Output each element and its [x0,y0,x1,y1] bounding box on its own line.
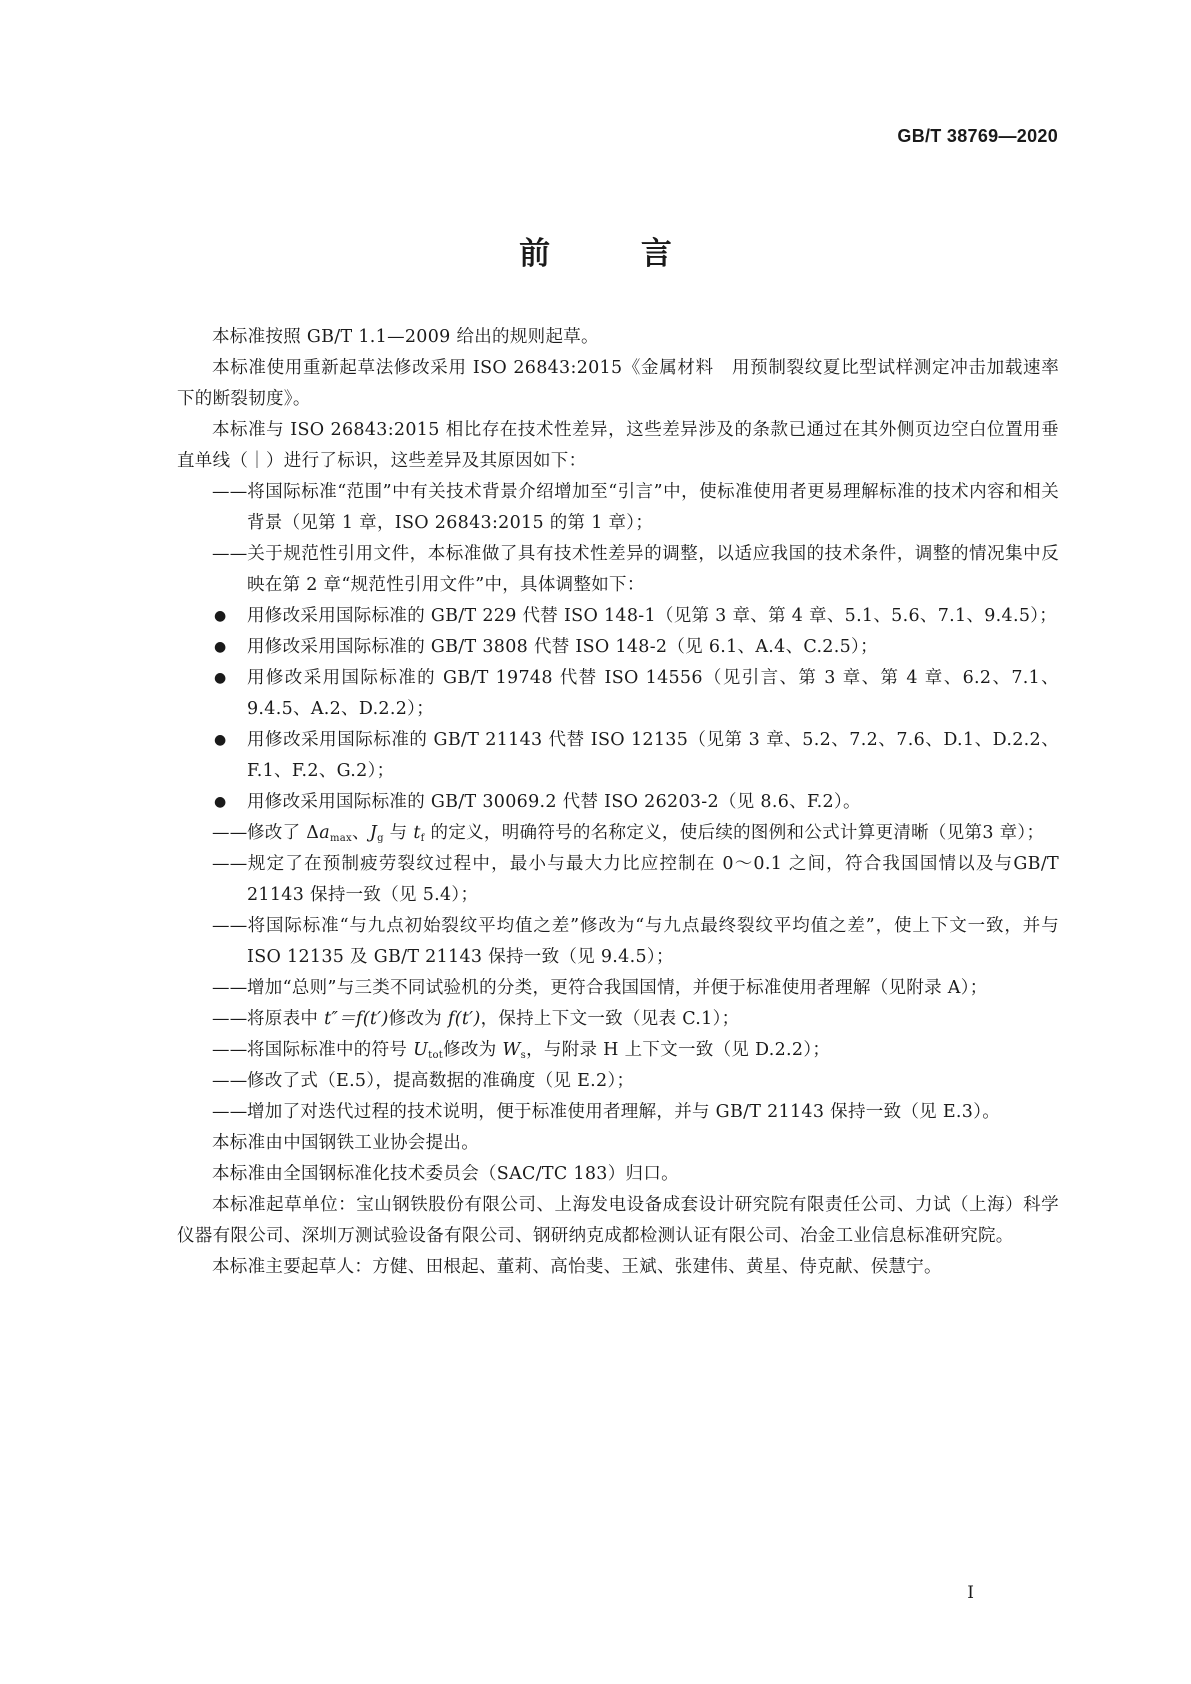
dash-marker: —— [212,482,248,502]
dash-marker: —— [212,1009,248,1029]
difference-item: ——增加了对迭代过程的技术说明，便于标准使用者理解，并与 GB/T 21143 保持一致（见 E.3）。 [177,1097,1059,1128]
standard-number: GB/T 38769—2020 [897,126,1058,146]
paragraph-drafters: 本标准主要起草人：方健、田根起、董莉、高怡斐、王斌、张建伟、黄星、侍克献、侯慧宁。 [212,1257,942,1277]
symbol-w-s: $W_s$ [502,1040,527,1061]
paragraph-drafting-units: 本标准起草单位：宝山钢铁股份有限公司、上海发电设备成套设计研究院有限责任公司、力试（上海）科学仪器有限公司、深圳万测试验设备有限公司、钢研纳克成都检测认证有限公司、冶金工业信息标准研究院。 [177,1195,1059,1246]
dash-marker: —— [212,978,248,998]
paragraph-committee: 本标准由全国钢标准化技术委员会（SAC/TC 183）归口。 [212,1164,679,1184]
paragraph-adoption: 本标准使用重新起草法修改采用 ISO 26843:2015《金属材料 用预制裂纹夏比型试样测定冲击加载速率下的断裂韧度》。 [177,358,1059,409]
foreword-body [177,322,1059,1283]
symbol-u-tot: $U_{tot}$ [413,1040,444,1061]
reference-bullet-item: ● 用修改采用国际标准的 GB/T 3808 代替 ISO 148-2（见 6.1、A.4、C.2.5）； [177,632,1059,663]
bullet-icon: ● [214,670,227,686]
bullet-icon: ● [214,732,227,748]
dash-marker: —— [212,1102,248,1122]
difference-item: ——规定了在预制疲劳裂纹过程中，最小与最大力比应控制在 0～0.1 之间，符合我国国情以及与GB/T 21143 保持一致（见 5.4）； [177,849,1059,911]
reference-bullet-item: ● 用修改采用国际标准的 GB/T 19748 代替 ISO 14556（见引言、第 3 章、第 4 章、6.2、7.1、9.4.5、A.2、D.2.2）； [177,663,1059,725]
paragraph-proposer: 本标准由中国钢铁工业协会提出。 [212,1133,479,1153]
page-number: I [967,1583,974,1603]
paragraph-drafting-rules: 本标准按照 GB/T 1.1—2009 给出的规则起草。 [212,327,599,347]
difference-item: ——修改了 $\Delta a_{max}$、$J_g$ 与 $t_f$ 的定义，明确符号的名称定义，使后续的图例和公式计算更清晰（见第3 章）； [177,818,1059,849]
formula-t-double-prime: t″＝f(t′) [324,1009,389,1029]
dash-marker: —— [212,1071,248,1091]
difference-item: ——修改了式（E.5），提高数据的准确度（见 E.2）； [177,1066,1059,1097]
paragraph-differences: 本标准与 ISO 26843:2015 相比存在技术性差异，这些差异涉及的条款已通过在其外侧页边空白位置用垂直单线（｜）进行了标识，这些差异及其原因如下： [177,420,1059,471]
dash-marker: —— [212,823,248,843]
dash-marker: —— [212,854,248,874]
reference-bullet-item: ● 用修改采用国际标准的 GB/T 229 代替 ISO 148-1（见第 3 章、第 4 章、5.1、5.6、7.1、9.4.5）； [177,601,1059,632]
reference-bullet-item: ● 用修改采用国际标准的 GB/T 30069.2 代替 ISO 26203-2（见 8.6、F.2）。 [177,787,1059,818]
bullet-icon: ● [214,794,227,810]
bullet-icon: ● [214,639,227,655]
difference-item: ——将国际标准中的符号 $U_{tot}$修改为 $W_s$，与附录 H 上下文一致（见 D.2.2）； [177,1035,1059,1066]
difference-item: ——将国际标准“范围”中有关技术背景介绍增加至“引言”中，使标准使用者更易理解标准的技术内容和相关背景（见第 1 章，ISO 26843:2015 的第 1 章）； [177,477,1059,539]
dash-marker: —— [212,916,248,936]
difference-item: ——将原表中 t″＝f(t′)修改为 f(t′)，保持上下文一致（见表 C.1）； [177,1004,1059,1035]
formula-f-t-prime: f(t′) [447,1009,481,1029]
difference-item: ——将国际标准“与九点初始裂纹平均值之差”修改为“与九点最终裂纹平均值之差”，使上下文一致，并与 ISO 12135 及 GB/T 21143 保持一致（见 9.4.5）； [177,911,1059,973]
difference-item: ——增加“总则”与三类不同试验机的分类，更符合我国国情，并便于标准使用者理解（见附录 A）； [177,973,1059,1004]
bullet-icon: ● [214,608,227,624]
page-title: 前 言 [519,236,712,272]
symbol-t-f: $t_f$ [413,823,425,844]
dash-marker: —— [212,544,248,564]
difference-item: ——关于规范性引用文件，本标准做了具有技术性差异的调整，以适应我国的技术条件，调整的情况集中反映在第 2 章“规范性引用文件”中，具体调整如下： [177,539,1059,601]
dash-marker: —— [212,1040,248,1060]
reference-bullet-item: ● 用修改采用国际标准的 GB/T 21143 代替 ISO 12135（见第 3 章、5.2、7.2、7.6、D.1、D.2.2、F.1、F.2、G.2）； [177,725,1059,787]
symbol-delta-a-max: $\Delta a_{max}$ [306,823,352,844]
symbol-j-g: $J_g$ [369,823,384,844]
